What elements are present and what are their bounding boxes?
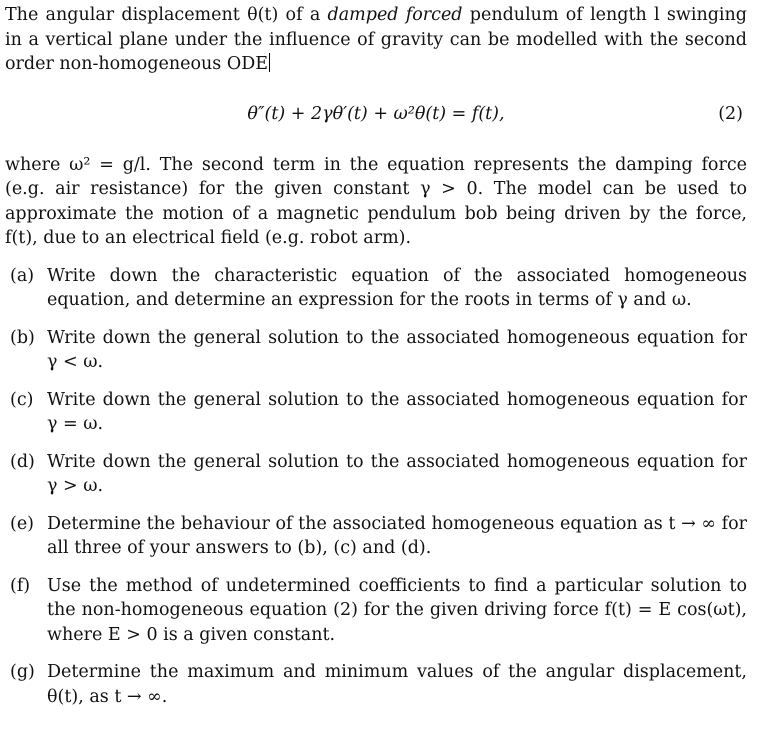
question-item-g: [5, 660, 747, 709]
equation-number: (2): [718, 103, 743, 124]
question-text: Write down the general solution to the associated homogeneous equation for γ > ω.: [47, 451, 747, 496]
question-text: Determine the behaviour of the associated homogeneous equation as t → ∞ for all three of your answers to (b), (c) and (d).: [47, 513, 747, 558]
question-text: Write down the general solution to the associated homogeneous equation for γ < ω.: [47, 327, 747, 372]
intro-text-end: pendulum of length l swinging in a vertical plane under the influence of gravity can be modelled with the second order non-homogeneous ODE: [5, 5, 748, 74]
question-item-a: [5, 264, 747, 313]
question-label: (c): [10, 389, 34, 410]
question-item-c: [5, 388, 747, 437]
question-list: [5, 264, 747, 710]
question-label: (f): [10, 575, 31, 596]
question-label: (a): [10, 265, 35, 286]
intro-text-start: The angular displacement θ(t) of a: [5, 5, 328, 25]
question-item-f: [5, 574, 747, 648]
text-cursor: [269, 53, 270, 72]
question-item-b: [5, 326, 747, 375]
question-text: Write down the characteristic equation of the associated homogeneous equation, and determine an expression for the roots in terms of γ and ω.: [47, 265, 747, 310]
equation-row: [5, 102, 747, 128]
question-text: Write down the general solution to the associated homogeneous equation for γ = ω.: [47, 389, 747, 434]
question-text: Determine the maximum and minimum values of the angular displacement, θ(t), as t → ∞.: [47, 662, 747, 707]
intro-paragraph: [5, 3, 747, 77]
question-label: (b): [10, 327, 35, 348]
question-label: (g): [10, 662, 35, 682]
question-label: (e): [10, 513, 35, 534]
question-item-e: [5, 512, 747, 561]
question-text: Use the method of undetermined coefficients to find a particular solution to the non-homogeneous equation (2) for the given driving force f(t) = E cos(ωt), where E > 0 is a given constant.: [47, 575, 747, 645]
where-paragraph: where ω² = g/l. The second term in the equation represents the damping force (e.g. air resistance) for the given constant γ > 0. The model can be used to approximate the motion of a magnetic pendulum bob being driven by the force, f(t), due to an electrical field (e.g. robot arm).: [5, 154, 747, 248]
question-item-d: [5, 450, 747, 499]
intro-emphasis: damped forced: [327, 5, 463, 25]
ode-equation: θ″(t) + 2γθ′(t) + ω²θ(t) = f(t),: [247, 103, 505, 124]
question-label: (d): [10, 451, 35, 472]
